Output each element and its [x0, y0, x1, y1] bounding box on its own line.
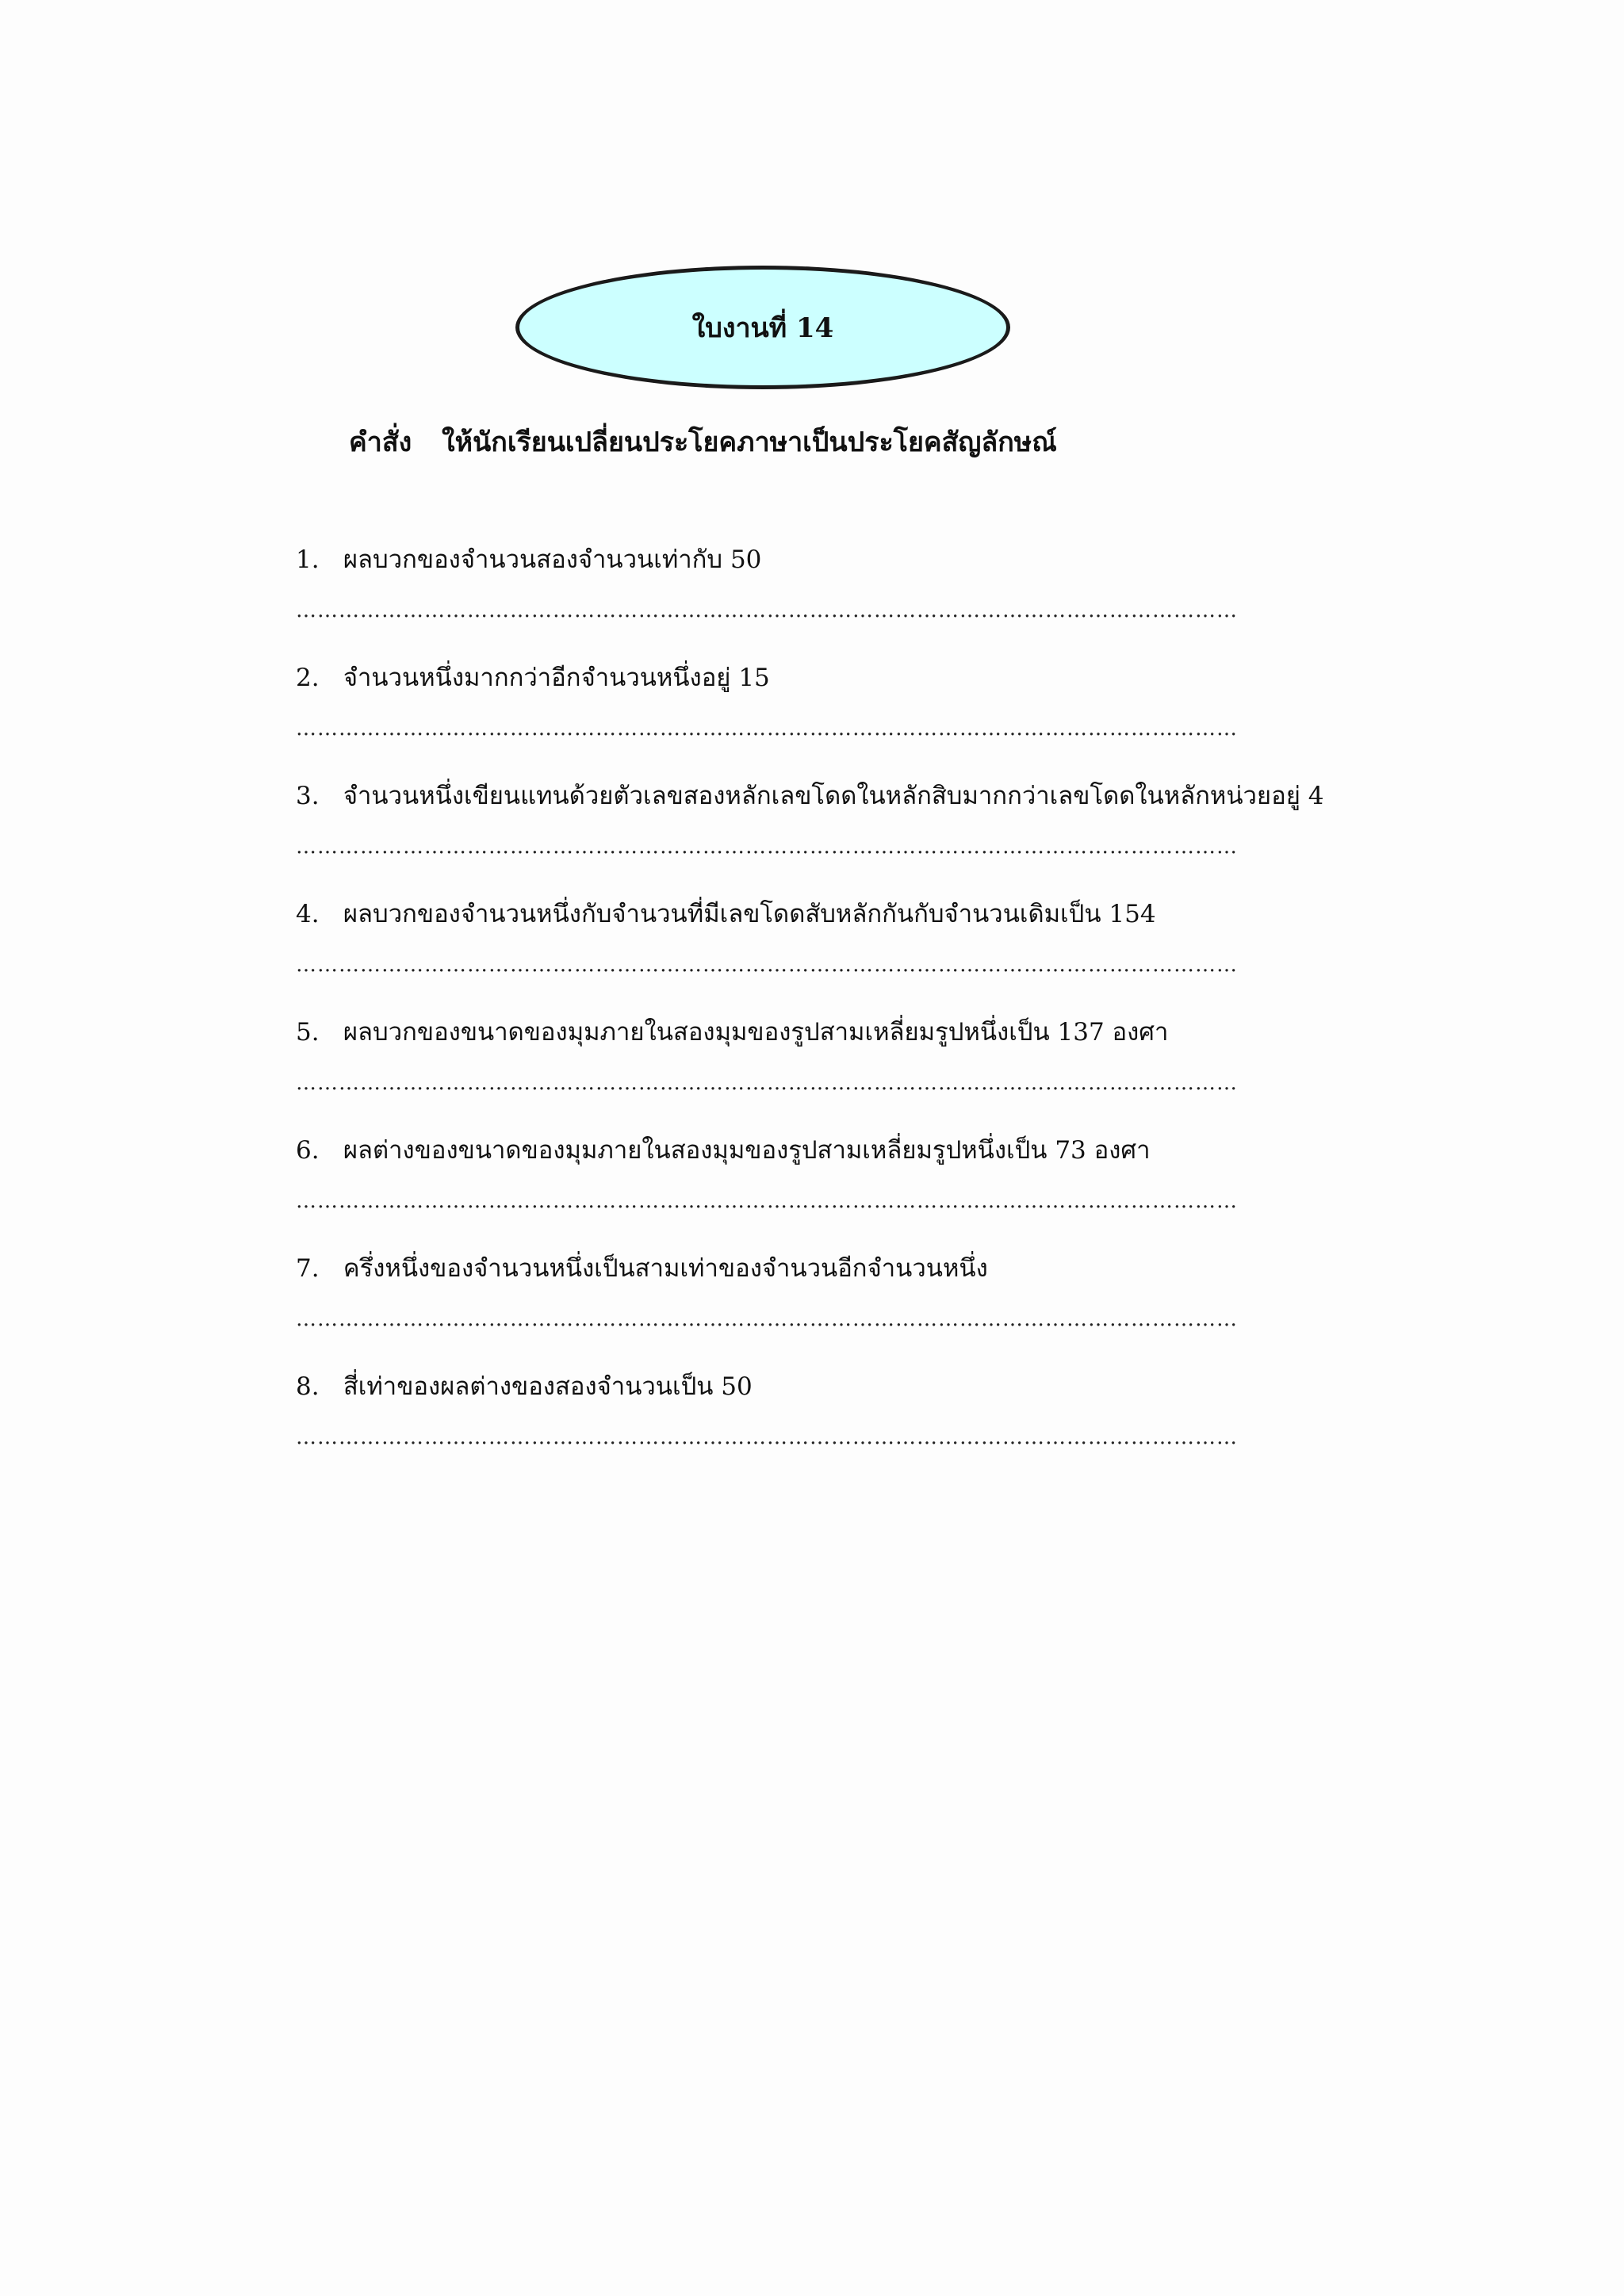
question-item	[296, 1248, 1430, 1366]
question-item	[296, 657, 1430, 775]
question-text-row	[296, 539, 1430, 580]
answer-line[interactable]: ……………………………………………………………………………………………………………………	[296, 836, 1238, 858]
question-number: 2.	[296, 664, 320, 692]
question-number: 1.	[296, 545, 320, 574]
worksheet-title-oval	[515, 266, 1010, 389]
instruction	[349, 420, 1057, 463]
question-text-row	[296, 894, 1430, 935]
answer-line[interactable]: ……………………………………………………………………………………………………………………	[296, 1072, 1238, 1094]
question-item	[296, 1130, 1430, 1248]
answer-line[interactable]: ……………………………………………………………………………………………………………………	[296, 718, 1238, 740]
answer-line[interactable]: ……………………………………………………………………………………………………………………	[296, 599, 1238, 622]
question-text-row	[296, 1130, 1430, 1171]
question-text: ผลต่างของขนาดของมุมภายในสองมุมของรูปสามเหลี่ยมรูปหนึ่งเป็น 73 องศา	[343, 1136, 1151, 1165]
answer-line[interactable]: ……………………………………………………………………………………………………………………	[296, 1190, 1238, 1212]
question-item	[296, 539, 1430, 657]
question-text-row	[296, 657, 1430, 698]
question-text-row	[296, 1012, 1430, 1053]
question-text: สี่เท่าของผลต่างของสองจำนวนเป็น 50	[343, 1372, 753, 1401]
question-text-row	[296, 1248, 1430, 1289]
question-text: ผลบวกของจำนวนสองจำนวนเท่ากับ 50	[343, 545, 762, 574]
question-text: จำนวนหนึ่งมากกว่าอีกจำนวนหนึ่งอยู่ 15	[343, 664, 770, 692]
question-text-row	[296, 1366, 1430, 1407]
question-item	[296, 1012, 1430, 1130]
question-number: 4.	[296, 900, 320, 928]
question-item	[296, 894, 1430, 1012]
worksheet-title: ใบงานที่ 14	[691, 312, 834, 344]
question-number: 6.	[296, 1136, 320, 1165]
question-number: 8.	[296, 1372, 320, 1401]
question-number: 7.	[296, 1254, 320, 1283]
answer-line[interactable]: ……………………………………………………………………………………………………………………	[296, 954, 1238, 976]
question-text: ผลบวกของจำนวนหนึ่งกับจำนวนที่มีเลขโดดสับหลักกันกับจำนวนเดิมเป็น 154	[343, 900, 1156, 928]
answer-line[interactable]: ……………………………………………………………………………………………………………………	[296, 1426, 1238, 1448]
instruction-label: คำสั่ง	[349, 427, 412, 458]
instruction-text: ให้นักเรียนเปลี่ยนประโยคภาษาเป็นประโยคสัญลักษณ์	[442, 427, 1057, 458]
question-text: ครึ่งหนึ่งของจำนวนหนึ่งเป็นสามเท่าของจำนวนอีกจำนวนหนึ่ง	[343, 1254, 988, 1283]
question-text-row	[296, 775, 1430, 817]
question-item	[296, 1366, 1430, 1484]
question-item	[296, 775, 1430, 894]
answer-line[interactable]: ……………………………………………………………………………………………………………………	[296, 1308, 1238, 1330]
question-text: ผลบวกของขนาดของมุมภายในสองมุมของรูปสามเหลี่ยมรูปหนึ่งเป็น 137 องศา	[343, 1018, 1169, 1047]
question-list	[296, 539, 1430, 1484]
question-text: จำนวนหนึ่งเขียนแทนด้วยตัวเลขสองหลักเลขโดดในหลักสิบมากกว่าเลขโดดในหลักหน่วยอยู่ 4	[343, 782, 1324, 810]
question-number: 3.	[296, 782, 320, 810]
question-number: 5.	[296, 1018, 320, 1047]
